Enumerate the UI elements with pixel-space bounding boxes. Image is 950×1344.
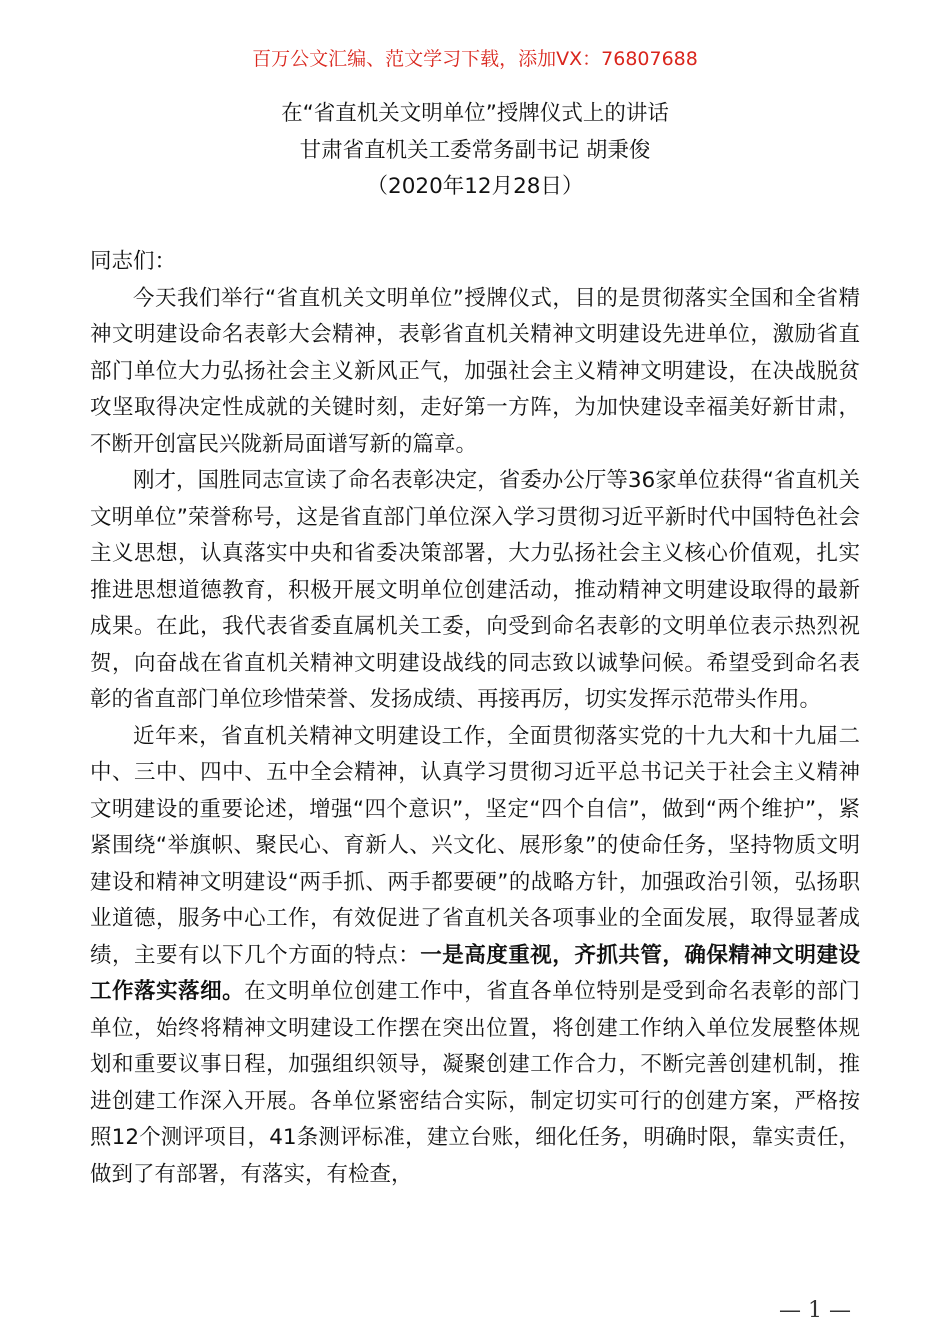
paragraph-3	[90, 719, 860, 1194]
paragraph-3-key-point: 一是高度重视，齐抓共管，确保精神文明建设工作落实落细。	[90, 942, 860, 1004]
salutation: 同志们：	[90, 249, 177, 274]
speech-date: （2020年12月28日）	[366, 174, 584, 199]
paragraph-3-lead: 近年来，省直机关精神文明建设工作，全面贯彻落实党的十九大和十九届二中、三中、四中、五中全会精神，认真学习贯彻习近平总书记关于社会主义精神文明建设的重要论述，增强“四个意识”，坚定“四个自信”，做到“两个维护”，紧紧围绕“举旗帜、聚民心、育新人、兴文化、展形象”的使命任务，坚持物质文明建设和精神文明建设“两手抓、两手都要硬”的战略方针，加强政治引领，弘扬职业道德，服务中心工作，有效促进了省直机关各项事业的全面发展，取得显著成绩，主要有以下几个方面的特点：	[90, 723, 860, 968]
paragraph-2: 刚才，国胜同志宣读了命名表彰决定，省委办公厅等36家单位获得“省直机关文明单位”荣誉称号，这是省直部门单位深入学习贯彻习近平新时代中国特色社会主义思想，认真落实中央和省委决策部署，大力弘扬社会主义核心价值观，扎实推进思想道德教育，积极开展文明单位创建活动，推动精神文明建设取得的最新成果。在此，我代表省委直属机关工委，向受到命名表彰的文明单位表示热烈祝贺，向奋战在省直机关精神文明建设战线的同志致以诚挚问候。希望受到命名表彰的省直部门单位珍惜荣誉、发扬成绩、再接再厉，切实发挥示范带头作用。	[90, 468, 860, 712]
document-body	[90, 244, 860, 1193]
document-header	[0, 96, 950, 206]
speaker-line: 甘肃省直机关工委常务副书记 胡秉俊	[299, 137, 651, 163]
watermark-banner: 百万公文汇编、范文学习下载，添加VX：76807688	[252, 48, 698, 70]
paragraph-1: 今天我们举行“省直机关文明单位”授牌仪式，目的是贯彻落实全国和全省精神文明建设命名表彰大会精神，表彰省直机关精神文明建设先进单位，激励省直部门单位大力弘扬社会主义新风正气，加强社会主义精神文明建设，在决战脱贫攻坚取得决定性成就的关键时刻，走好第一方阵，为加快建设幸福美好新甘肃，不断开创富民兴陇新局面谱写新的篇章。	[90, 285, 860, 457]
page-number: — 1 —	[779, 1298, 851, 1323]
paragraph-3-rest: 在文明单位创建工作中，省直各单位特别是受到命名表彰的部门单位，始终将精神文明建设工作摆在突出位置，将创建工作纳入单位发展整体规划和重要议事日程，加强组织领导，凝聚创建工作合力，不断完善创建机制，推进创建工作深入开展。各单位紧密结合实际，制定切实可行的创建方案，严格按照12个测评项目，41条测评标准，建立台账，细化任务，明确时限，靠实责任，做到了有部署，有落实，有检查，	[90, 979, 860, 1187]
document-title: 在“省直机关文明单位”授牌仪式上的讲话	[281, 101, 669, 126]
